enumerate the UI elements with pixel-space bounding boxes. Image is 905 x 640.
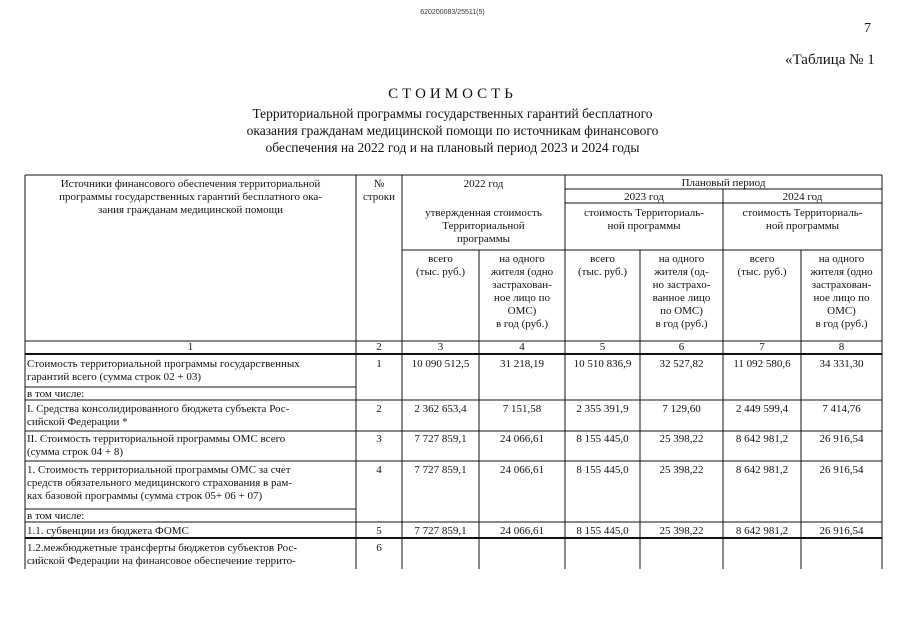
header-line: в год (руб.) [815,318,868,330]
header-line: ОМС) [507,305,537,317]
header-line: застрахован- [492,279,552,291]
header-approved-cost [402,207,565,246]
header-line: всего [749,253,775,265]
page-number: 7 [864,21,871,36]
col-number: 3 [437,341,444,353]
header-2022: 2022 год [463,178,504,190]
row-name [27,403,355,429]
col-number: 4 [519,341,525,353]
cell-per-capita-2024: 7 414,76 [822,403,861,415]
header-line: Источники финансового обеспечения территориальной [60,178,321,190]
cell-per-capita-2022: 24 066,61 [500,433,544,445]
cell-total-2023: 8 155 445,0 [576,464,629,476]
cell-total-2024: 8 642 981,2 [735,464,789,476]
row-number: 3 [376,433,382,445]
header-per-capita-2023 [640,253,723,331]
header-line: программы государственных гарантий бесплатного ока- [59,191,322,203]
cell-per-capita-2024: 26 916,54 [819,464,864,476]
row-name-line: 1. Стоимость территориальной программы ОМС за счет [27,464,291,476]
header-cost-2023 [565,207,723,233]
row-name-line: гарантий всего (сумма строк 02 + 03) [27,371,202,383]
col-number: 6 [678,341,685,353]
header-line: ное лицо по [813,292,870,304]
cell-total-2022: 2 362 653,4 [414,403,467,415]
row-name [27,542,355,568]
document-id: 620200083/25511(5) [420,9,485,16]
row-name [27,358,355,384]
col-number: 7 [759,341,765,353]
header-line: утвержденная стоимость [425,207,542,219]
cell-per-capita-2024: 26 916,54 [819,525,864,537]
cell-total-2023: 10 510 836,9 [573,358,632,370]
header-line: ванное лицо [652,292,711,304]
cell-total-2022: 7 727 859,1 [414,464,467,476]
row-name-line: I. Средства консолидированного бюджета субъекта Рос- [27,403,290,415]
cell-total-2023: 8 155 445,0 [576,525,629,537]
header-total-2023 [565,253,640,279]
header-planned: Плановый период [681,177,766,189]
header-line: в год (руб.) [495,318,549,330]
row-number: 2 [376,403,382,415]
cell-total-2022: 7 727 859,1 [414,433,467,445]
subtitle-line: Территориальной программы государственных гарантий бесплатного [252,106,653,121]
header-line: по ОМС) [660,305,703,317]
header-line: всего [590,253,615,265]
header-line: ной программы [607,220,681,232]
cell-per-capita-2022: 31 218,19 [500,358,544,370]
col-number: 2 [376,341,382,353]
row-name-line: средств обязательного медицинского страхования в рам- [27,477,292,489]
subtitle-line: обеспечения на 2022 год и на плановый период 2023 и 2024 годы [265,140,640,155]
cell-per-capita-2023: 32 527,82 [659,358,704,370]
row-name-line: сийской Федерации * [27,416,128,428]
header-2024: 2024 год [782,191,823,203]
cell-per-capita-2024: 34 331,30 [819,358,864,370]
row-number: 1 [376,358,382,370]
row-name-line: Стоимость территориальной программы государственных [27,358,300,370]
header-line: на одного [499,253,545,265]
header-line: (тыс. руб.) [737,266,787,278]
row-name-line: 1.2.межбюджетные трансферты бюджетов субъектов Рос- [27,542,297,554]
header-line: № [373,178,385,190]
header-line: ОМС) [827,305,856,317]
row-name: в том числе: [27,510,85,522]
cell-per-capita-2022: 7 151,58 [502,403,542,415]
header-line: на одного [818,253,865,265]
cell-total-2024: 2 449 599,4 [735,403,789,415]
cell-total-2022: 7 727 859,1 [414,525,467,537]
table-reference: «Таблица № 1 [785,52,875,68]
cell-per-capita-2023: 25 398,22 [659,433,704,445]
row-number: 6 [376,542,382,554]
cell-total-2023: 2 355 391,9 [576,403,629,415]
header-per-capita-2024 [801,253,882,331]
header-row-number [356,178,402,204]
row-name: 1.1. субвенции из бюджета ФОМС [27,525,189,537]
header-line: ное лицо по [493,292,551,304]
subtitle-line: оказания гражданам медицинской помощи по источникам финансового [246,123,659,138]
cell-total-2022: 10 090 512,5 [411,358,470,370]
header-line: жителя (од- [654,266,709,278]
header-2023: 2023 год [624,191,664,203]
document-title: СТОИМОСТЬ [388,86,517,102]
header-line: жителя (одно [490,266,554,278]
cell-per-capita-2022: 24 066,61 [500,525,544,537]
row-name-line: II. Стоимость территориальной программы ОМС всего [27,433,286,445]
cell-total-2024: 11 092 580,6 [733,358,791,370]
row-name-line: сийской Федерации на финансовое обеспечение террито- [27,555,296,567]
header-per-capita-2022 [479,253,565,331]
header-line: застрахован- [811,279,872,291]
row-name-line: (сумма строк 04 + 8) [27,446,124,458]
header-line: стоимость Территориаль- [742,207,863,219]
header-line: (тыс. руб.) [578,266,627,278]
header-line: строки [362,191,396,203]
header-line: Территориальной [442,220,525,232]
cell-per-capita-2023: 7 129,60 [662,403,701,415]
header-line: жителя (одно [810,266,873,278]
cell-total-2023: 8 155 445,0 [576,433,629,445]
header-line: зания гражданам медицинской помощи [98,204,283,216]
cell-total-2024: 8 642 981,2 [735,525,789,537]
row-number: 5 [376,525,382,537]
row-name [27,433,355,459]
header-line: стоимость Территориаль- [584,207,704,219]
header-line: (тыс. руб.) [416,266,465,278]
cell-per-capita-2023: 25 398,22 [659,464,704,476]
header-cost-2024 [723,207,882,233]
row-name [27,464,355,503]
header-line: в год (руб.) [655,318,708,330]
header-line: программы [456,233,511,245]
col-number: 8 [838,341,845,353]
header-total-2024 [723,253,801,279]
header-line: но застрахо- [652,279,711,291]
header-line: ной программы [765,220,840,232]
cell-per-capita-2022: 24 066,61 [500,464,544,476]
header-source [27,178,354,217]
header-total-2022 [402,253,479,279]
row-name-line: ках базовой программы (сумма строк 05+ 06 + 07) [27,490,263,502]
row-number: 4 [376,464,382,476]
cell-total-2024: 8 642 981,2 [735,433,789,445]
row-name: в том числе: [27,388,85,400]
header-line: всего [428,253,453,265]
cell-per-capita-2023: 25 398,22 [659,525,704,537]
header-line: на одного [658,253,705,265]
col-number: 1 [187,341,194,353]
col-number: 5 [599,341,606,353]
cell-per-capita-2024: 26 916,54 [819,433,864,445]
